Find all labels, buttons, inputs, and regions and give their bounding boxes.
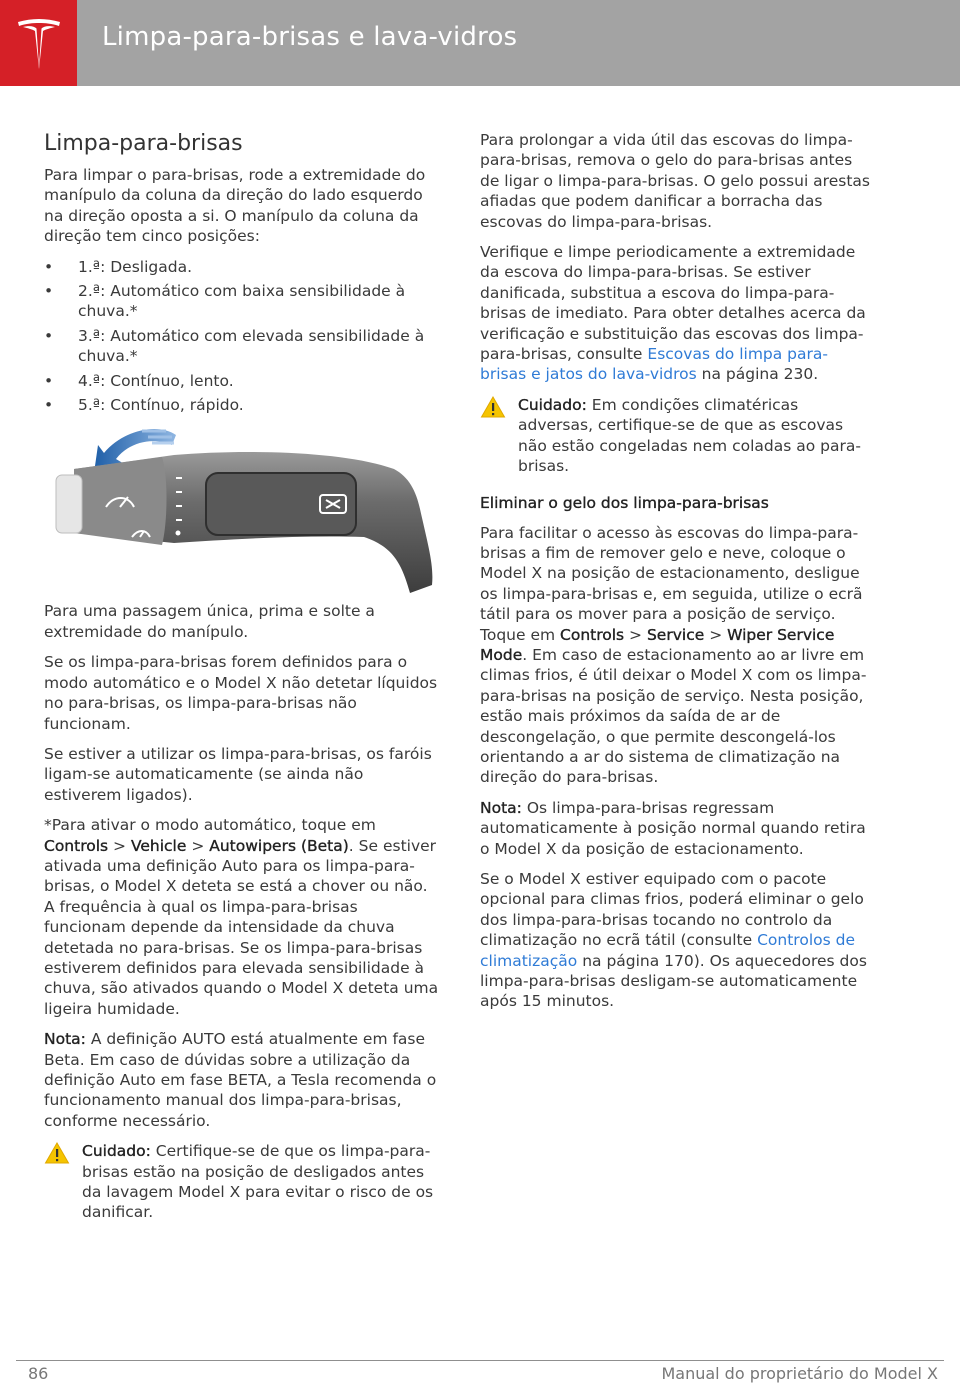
wiper-blades-link[interactable]: Escovas do limpa para-brisas e jatos do lava-vidros <box>480 345 828 384</box>
wiper-stalk-drawing <box>44 425 440 595</box>
footer-divider <box>16 1360 944 1361</box>
caution-label: Cuidado: <box>82 1142 151 1161</box>
menu-separator: > <box>704 625 728 644</box>
left-column <box>44 130 440 1235</box>
autowipers-instructions <box>44 815 440 1019</box>
caution-frozen <box>480 395 874 477</box>
text-run: . Em caso de estacionamento ao ar livre em climas frios, é útil deixar o Model X com os limpa-para-brisas na posição de serviço. Nesta posição, estão mais próximos da saída de ar de descongelação, o que permite descongelá-los orientando a ar do sistema de climatização na direção do para-brisas. <box>480 645 867 787</box>
return-note <box>480 798 874 859</box>
menu-autowipers: Autowipers (Beta) <box>209 836 349 855</box>
text-run: Para facilitar o acesso às escovas do limpa-para-brisas a fim de remover gelo e neve, coloque o Model X na posição de estacionamento, desligue os limpa-para-brisas e, em seguida, utilize o ecrã tátil para os mover para a posição de serviço. Toque em <box>480 523 863 644</box>
manual-title: Manual do proprietário do Model X <box>661 1364 938 1383</box>
list-item: • 2.ª: Automático com baixa sensibilidade à chuva.* <box>44 281 440 322</box>
menu-separator: > <box>186 836 210 855</box>
wipers-intro: Para limpar o para-brisas, rode a extremidade do manípulo da coluna da direção do lado esquerdo na direção oposta a si. O manípulo da coluna da direção tem cinco posições: <box>44 166 426 246</box>
list-item: • 3.ª: Automático com elevada sensibilidade à chuva.* <box>44 326 440 367</box>
deice-heading: Eliminar o gelo dos limpa-para-brisas <box>480 493 769 512</box>
wiper-positions-list <box>44 257 440 416</box>
text-run: . Se estiver ativada uma definição Auto para os limpa-para-brisas, o Model X deteta se está a chover ou não. A frequência à qual os limpa-para-brisas funcionam depende da intensidade da chuva detetada no para-brisas. Se os limpa-para-brisas estiverem definidos para elevada sensibilidade à chuva, são ativados quando o Model X deteta uma ligeira humidade. <box>44 836 439 1018</box>
prolong-life-text: Para prolongar a vida útil das escovas do limpa-para-brisas, remova o gelo do para-brisas antes de ligar o limpa-para-brisas. O gelo possui arestas afiadas que podem danificar a borracha das escovas do limpa-para-brisas. <box>480 131 870 231</box>
list-item: • 5.ª: Contínuo, rápido. <box>44 395 440 415</box>
right-column <box>480 130 874 1022</box>
caution-wash <box>44 1141 440 1223</box>
text-run: na página 170). Os aquecedores dos limpa-para-brisas desligam-se automaticamente após 15 minutos. <box>480 951 867 1011</box>
page-header <box>0 0 960 86</box>
climate-controls-link[interactable]: Controlos de climatização <box>480 931 855 970</box>
warning-icon <box>44 1141 70 1165</box>
text-run: na página 230. <box>696 365 819 384</box>
auto-mode-text: Se os limpa-para-brisas forem definidos para o modo automático e o Model X não detetar líquidos no para-brisas, os limpa-para-brisas não funcionam. <box>44 653 438 733</box>
check-blades-text <box>480 242 874 385</box>
caution-text: Em condições climatéricas adversas, certifique-se de que as escovas não estão congeladas nem coladas ao para-brisas. <box>518 395 861 476</box>
section-title-wipers: Limpa-para-brisas <box>44 131 243 156</box>
headlights-text: Se estiver a utilizar os limpa-para-brisas, os faróis ligam-se automaticamente (se ainda não estiverem ligados). <box>44 744 432 804</box>
tesla-logo <box>0 0 77 86</box>
menu-controls: Controls <box>44 836 109 855</box>
beta-note <box>44 1029 440 1131</box>
deice-instructions <box>480 523 874 788</box>
wiper-stalk-illustration <box>44 425 440 595</box>
menu-wiper-service-mode: Wiper Service Mode <box>480 625 835 664</box>
text-run: Verifique e limpe periodicamente a extremidade da escova do limpa-para-brisas. Se estiver danificada, substitua a escova do limpa-para-brisas de imediato. Para obter detalhes acerca da verificação e substituição das escovas dos limpa-para-brisas, consulte <box>480 243 866 364</box>
list-item: • 1.ª: Desligada. <box>44 257 440 277</box>
warning-icon <box>480 395 506 419</box>
heaters-text <box>480 869 874 1012</box>
text-run: *Para ativar o modo automático, toque em <box>44 816 376 835</box>
text-run: Se o Model X estiver equipado com o pacote opcional para climas frios, poderá eliminar o gelo dos limpa-para-brisas tocando no controlo da climatização no ecrã tátil (consulte <box>480 870 864 950</box>
note-label: Nota: <box>480 798 522 817</box>
caution-label: Cuidado: <box>518 395 587 414</box>
menu-controls: Controls <box>560 625 625 644</box>
menu-vehicle: Vehicle <box>130 836 187 855</box>
caution-text: Certifique-se de que os limpa-para-brisas estão na posição de desligados antes da lavagem Model X para evitar o risco de os danificar. <box>82 1142 434 1222</box>
note-text: Os limpa-para-brisas regressam automaticamente à posição normal quando retira o Model X da posição de estacionamento. <box>480 798 866 858</box>
menu-separator: > <box>624 625 647 644</box>
page-header-title: Limpa-para-brisas e lava-vidros <box>102 22 518 52</box>
menu-service: Service <box>646 625 705 644</box>
note-label: Nota: <box>44 1030 86 1049</box>
list-item: • 4.ª: Contínuo, lento. <box>44 371 440 391</box>
page-number: 86 <box>28 1364 49 1383</box>
menu-separator: > <box>108 836 131 855</box>
tesla-logo-icon <box>14 16 64 70</box>
note-text: A definição AUTO está atualmente em fase Beta. Em caso de dúvidas sobre a utilização da definição Auto em fase BETA, a Tesla recomenda o funcionamento manual dos limpa-para-brisas, conforme necessário. <box>44 1030 437 1130</box>
single-wipe-text: Para uma passagem única, prima e solte a extremidade do manípulo. <box>44 602 375 641</box>
